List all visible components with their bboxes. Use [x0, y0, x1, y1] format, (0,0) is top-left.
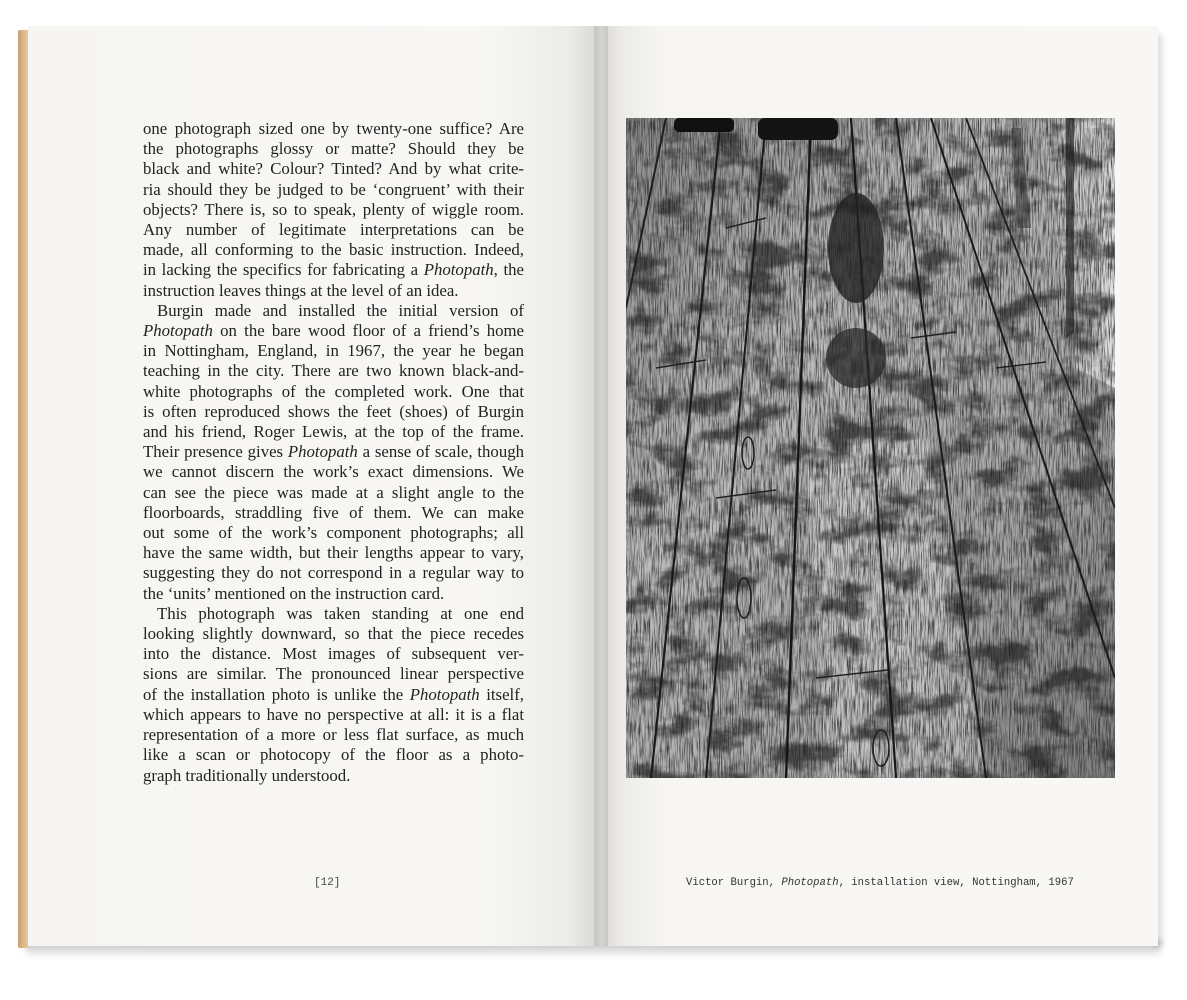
text-line: the photographs glossy or matte? Should they be — [143, 139, 524, 159]
text-line: like a scan or photocopy of the floor as a photo- — [143, 745, 524, 765]
work-title-italic: Photopath — [287, 442, 358, 462]
text-line: ria should they be judged to be ‘congruent’ with their — [143, 179, 524, 199]
text-line: Burgin made and installed the initial version of — [157, 300, 524, 320]
work-title-italic: Photopath — [409, 684, 480, 704]
text-line: Photopath on the bare wood floor of a friend’s home — [143, 321, 524, 341]
text-line: representation of a more or less flat surface, as much — [143, 725, 524, 745]
body-text — [143, 119, 524, 786]
text-line: floorboards, straddling five of them. We can make — [143, 502, 524, 522]
text-line: of the installation photo is unlike the Photopath itself, — [143, 684, 524, 704]
text-line: objects? There is, so to speak, plenty of wiggle room. — [143, 199, 524, 219]
text-line: and his friend, Roger Lewis, at the top of the frame. — [143, 422, 524, 442]
text-line: in lacking the specifics for fabricating a Photopath, the — [143, 260, 524, 280]
text-line: we cannot discern the work’s exact dimensions. We — [143, 462, 524, 482]
installation-photograph — [626, 118, 1115, 778]
text-line: This photograph was taken standing at one end — [157, 603, 524, 623]
text-line: black and white? Colour? Tinted? And by what crite- — [143, 159, 524, 179]
text-line: instruction leaves things at the level of an idea. — [143, 280, 459, 300]
text-line: looking slightly downward, so that the piece recedes — [143, 624, 524, 644]
caption-details: , installation view, Nottingham, 1967 — [838, 877, 1074, 889]
text-line: suggesting they do not correspond in a regular way to — [143, 563, 524, 583]
text-line: one photograph sized one by twenty-one suffice? Are — [143, 119, 524, 138]
work-title-italic: Photopath — [143, 321, 213, 341]
caption-artist: Victor Burgin, — [686, 877, 782, 889]
text-line: the ‘units’ mentioned on the instruction card. — [143, 583, 445, 603]
text-line: graph traditionally understood. — [143, 765, 351, 785]
text-line: in Nottingham, England, in 1967, the year he began — [143, 341, 524, 361]
text-line: which appears to have no perspective at all: it is a flat — [143, 704, 524, 724]
text-line: is often reproduced shows the feet (shoes) of Burgin — [143, 401, 524, 421]
text-line: have the same width, but their lengths appear to vary, — [143, 543, 524, 563]
text-line: Their presence gives Photopath a sense of scale, though — [143, 442, 524, 462]
photo-caption — [686, 877, 1074, 889]
text-line: white photographs of the completed work. One that — [143, 381, 524, 401]
text-line: sions are similar. The pronounced linear perspective — [143, 664, 524, 684]
text-line: into the distance. Most images of subsequent ver- — [143, 644, 524, 664]
caption-work-title: Photopath — [781, 877, 839, 889]
work-title-italic: Photopath — [423, 260, 494, 280]
text-line: made, all conforming to the basic instruction. Indeed, — [143, 240, 524, 260]
text-line: Any number of legitimate interpretations can be — [143, 220, 524, 240]
text-line: out some of the work’s component photographs; all — [143, 523, 524, 543]
text-line: can see the piece was made at a slight angle to the — [143, 482, 524, 502]
book-gutter — [594, 26, 608, 946]
page-number: [12] — [314, 877, 341, 889]
text-line: teaching in the city. There are two known black-and- — [143, 361, 524, 381]
